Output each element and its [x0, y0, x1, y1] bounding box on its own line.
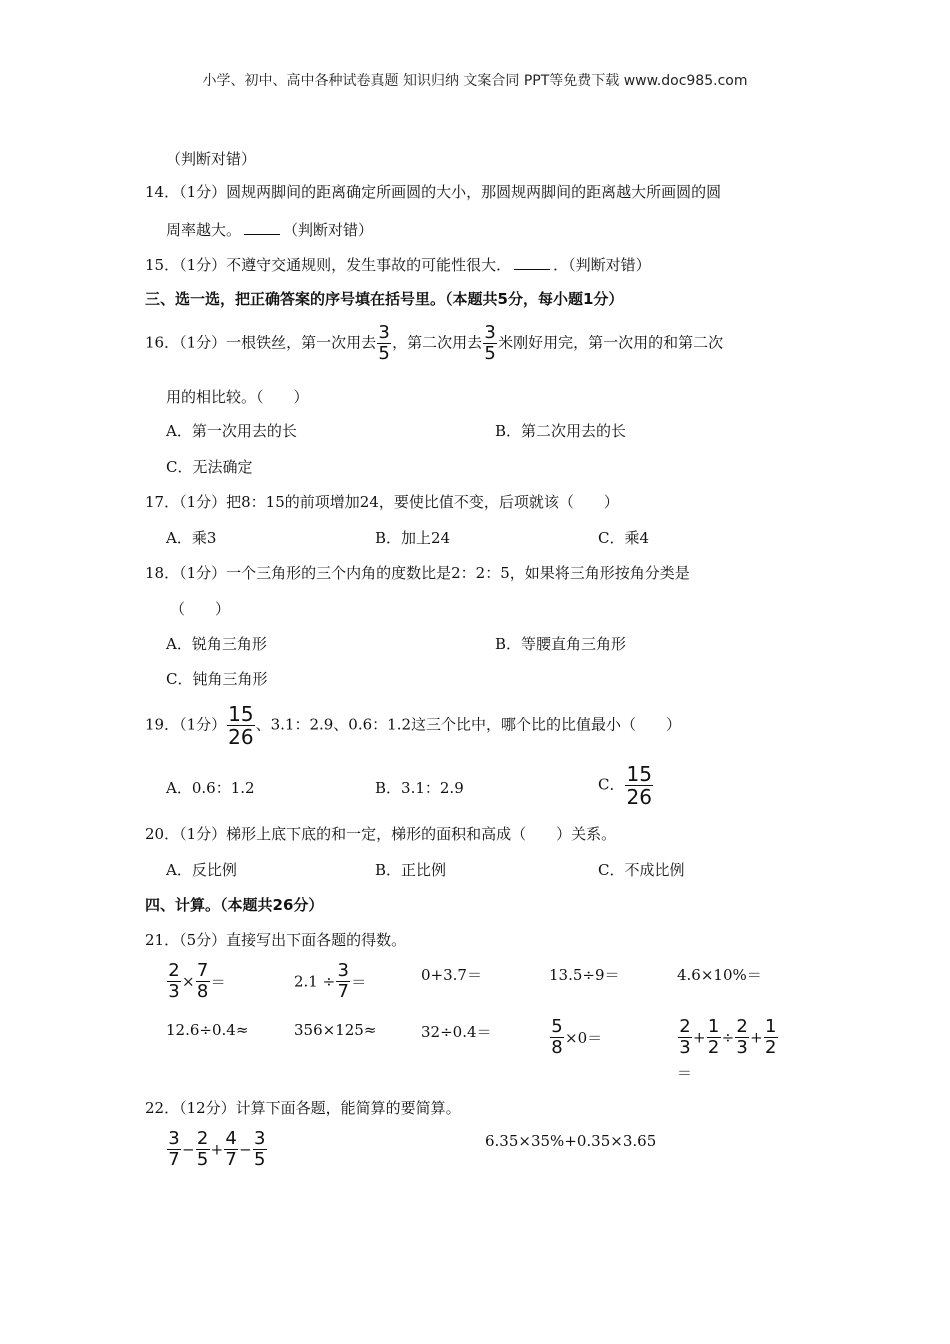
- q16-option-b[interactable]: B．第二次用去的长: [495, 422, 627, 440]
- q17-option-b[interactable]: B．加上24: [375, 529, 451, 547]
- q21-expr-6: 12.6÷0.4≈: [166, 1021, 249, 1039]
- operator: +: [693, 1028, 706, 1047]
- denominator: 3: [736, 1037, 748, 1058]
- denominator: 7: [225, 1149, 237, 1170]
- section-4-title: 四、计算。（本题共26分）: [145, 896, 324, 914]
- answer-blank[interactable]: [244, 220, 280, 235]
- numerator: 5: [551, 1016, 563, 1037]
- fraction: [735, 1018, 749, 1057]
- fraction: [196, 962, 210, 1001]
- numerator: 1: [765, 1016, 777, 1037]
- q20-text: 20．（1分）梯形上底下底的和一定，梯形的面积和高成（ ）关系。: [145, 825, 617, 843]
- operator: −: [239, 1140, 252, 1159]
- fraction: [678, 1018, 692, 1057]
- operator: +: [210, 1140, 224, 1159]
- fraction: [227, 704, 254, 747]
- denominator: 2: [765, 1037, 777, 1058]
- q15-text: 15．（1分）不遵守交通规则，发生事故的可能性很大．: [145, 256, 512, 274]
- fraction: [625, 764, 652, 807]
- equals: ＝: [210, 973, 226, 991]
- q21-expr-7: 356×125≈: [294, 1021, 377, 1039]
- q21-expr-10-equals: ＝: [677, 1064, 693, 1082]
- q19-option-b[interactable]: B．3.1：2.9: [375, 779, 464, 797]
- q22-text: 22．（12分）计算下面各题，能简算的要简算。: [145, 1099, 461, 1117]
- numerator: 2: [168, 960, 180, 981]
- numerator: 3: [378, 322, 390, 343]
- expr-text: ×0＝: [565, 1029, 603, 1047]
- fraction: [196, 1130, 210, 1169]
- q22-expr-1: [166, 1130, 268, 1169]
- q19-option-c-label: C．: [598, 775, 625, 794]
- q15-tail: ．（判断对错）: [553, 256, 651, 274]
- q21-expr-3: 0+3.7＝: [421, 966, 482, 984]
- fraction: [377, 324, 391, 363]
- denominator: 3: [168, 981, 180, 1002]
- fraction: [764, 1018, 778, 1057]
- operator: ×: [182, 972, 195, 991]
- q18-option-a[interactable]: A．锐角三角形: [166, 635, 267, 653]
- q18-line1: 18．（1分）一个三角形的三个内角的度数比是2：2：5，如果将三角形按角分类是: [145, 564, 690, 582]
- denominator: 8: [551, 1037, 563, 1058]
- denominator: 2: [707, 1037, 720, 1058]
- q16-line2: 用的相比较。（ ）: [166, 388, 309, 406]
- numerator: 2: [736, 1016, 748, 1037]
- q14-line1: 14．（1分）圆规两脚间的距离确定所画圆的大小，那圆规两脚间的距离越大所画圆的圆: [145, 183, 722, 201]
- denominator: 26: [626, 785, 652, 809]
- q14-line2: [166, 219, 373, 240]
- q16-text-1: 16．（1分）一根铁丝，第一次用去: [145, 333, 377, 352]
- denominator: 5: [484, 343, 496, 364]
- denominator: 5: [254, 1149, 266, 1170]
- fraction: [483, 324, 497, 363]
- fraction: [336, 962, 350, 1001]
- q16-option-a[interactable]: A．第一次用去的长: [166, 422, 297, 440]
- denominator: 8: [196, 981, 209, 1002]
- numerator: 3: [337, 960, 349, 981]
- denominator: 26: [228, 725, 254, 749]
- q20-option-a[interactable]: A．反比例: [166, 861, 237, 879]
- q21-expr-9: [549, 1018, 602, 1057]
- numerator: 3: [168, 1128, 180, 1149]
- fraction: [167, 962, 181, 1001]
- denominator: 7: [168, 1149, 180, 1170]
- q18-option-b[interactable]: B．等腰直角三角形: [495, 635, 627, 653]
- q18-option-c[interactable]: C．钝角三角形: [166, 670, 268, 688]
- q22-expr-2: 6.35×35%+0.35×3.65: [485, 1132, 657, 1150]
- q19-option-c[interactable]: [598, 764, 654, 807]
- expr-text: 2.1 ÷: [294, 972, 336, 991]
- numerator: 3: [484, 322, 496, 343]
- q21-expr-1: [166, 962, 226, 1001]
- denominator: 5: [378, 343, 390, 364]
- q21-expr-2: [294, 962, 366, 1001]
- fraction: [253, 1130, 267, 1169]
- page-header: 小学、初中、高中各种试卷真题 知识归纳 文案合同 PPT等免费下载 www.doc985.com: [202, 73, 748, 89]
- q20-option-b[interactable]: B．正比例: [375, 861, 447, 879]
- q21-expr-10: [677, 1018, 779, 1057]
- denominator: 7: [337, 981, 349, 1002]
- denominator: 5: [196, 1149, 209, 1170]
- operator: ÷: [721, 1028, 735, 1047]
- q15: [145, 254, 651, 275]
- q13-tail: （判断对错）: [166, 150, 257, 168]
- q16-text-2: ，第二次用去: [392, 333, 483, 352]
- numerator: 2: [196, 1128, 209, 1149]
- operator: +: [750, 1028, 763, 1047]
- q17-text: 17．（1分）把8：15的前项增加24，要使比值不变，后项就该（ ）: [145, 493, 619, 511]
- q14-line2-text: 周率越大。: [166, 221, 242, 239]
- operator: −: [182, 1140, 195, 1159]
- q16-text-3: 米刚好用完，第一次用的和第二次: [498, 333, 724, 352]
- fraction: [167, 1130, 181, 1169]
- answer-blank[interactable]: [514, 255, 550, 270]
- fraction: [707, 1018, 721, 1057]
- q21-expr-5: 4.6×10%＝: [677, 966, 762, 984]
- section-3-title: 三、选一选，把正确答案的序号填在括号里。（本题共5分，每小题1分）: [145, 290, 624, 308]
- q16-option-c[interactable]: C．无法确定: [166, 458, 253, 476]
- q19-option-a[interactable]: A．0.6：1.2: [166, 779, 255, 797]
- q17-option-a[interactable]: A．乘3: [166, 529, 217, 547]
- q21-expr-4: 13.5÷9＝: [549, 966, 620, 984]
- numerator: 15: [228, 702, 254, 726]
- q16-line1: [145, 324, 723, 363]
- numerator: 15: [626, 762, 652, 786]
- q18-line2: （ ）: [170, 600, 231, 618]
- q19-text-2: 、3.1：2.9、0.6：1.2这三个比中，哪个比的比值最小（ ）: [255, 715, 682, 734]
- numerator: 2: [679, 1016, 691, 1037]
- fraction: [550, 1018, 564, 1057]
- q21-text: 21．（5分）直接写出下面各题的得数。: [145, 931, 407, 949]
- numerator: 4: [225, 1128, 237, 1149]
- q17-option-c[interactable]: C．乘4: [598, 529, 650, 547]
- numerator: 1: [707, 1016, 720, 1037]
- q20-option-c[interactable]: C．不成比例: [598, 861, 685, 879]
- equals: ＝: [351, 973, 367, 991]
- numerator: 3: [254, 1128, 266, 1149]
- q19-line1: [145, 704, 681, 747]
- numerator: 7: [196, 960, 209, 981]
- q19-text-1: 19．（1分）: [145, 715, 227, 734]
- q14-line2-tail: （判断对错）: [283, 221, 374, 239]
- fraction: [224, 1130, 238, 1169]
- denominator: 3: [679, 1037, 691, 1058]
- q21-expr-8: 32÷0.4＝: [421, 1023, 492, 1041]
